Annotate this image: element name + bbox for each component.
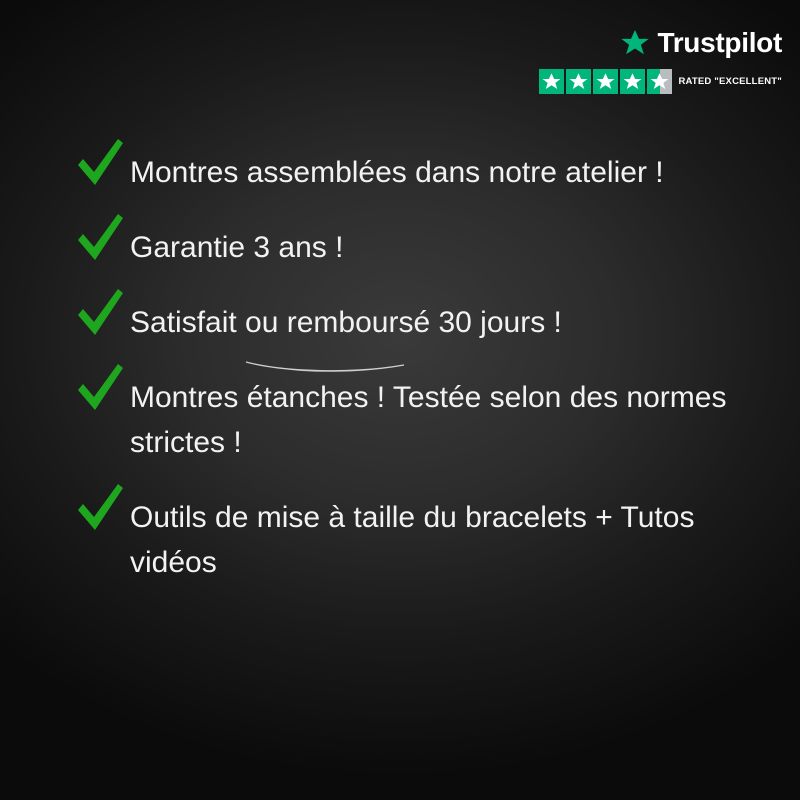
check-icon (74, 286, 126, 340)
feature-text: Montres assemblées dans notre atelier ! (130, 156, 664, 189)
trustpilot-star-rating (539, 69, 672, 94)
feature-text: Satisfait ou remboursé 30 jours ! (130, 306, 562, 339)
star-filled-1-icon (539, 69, 564, 94)
trustpilot-badge (562, 26, 782, 94)
check-icon (74, 481, 126, 535)
list-item (74, 493, 754, 585)
feature-text: Garantie 3 ans ! (130, 231, 344, 264)
star-half-5-icon (647, 69, 672, 94)
check-icon (74, 211, 126, 265)
list-item (74, 373, 754, 465)
star-filled-2-icon (566, 69, 591, 94)
check-icon (74, 136, 126, 190)
trustpilot-wordmark: Trustpilot (657, 27, 782, 58)
list-item (74, 298, 754, 345)
list-item (74, 148, 754, 195)
star-filled-3-icon (593, 69, 618, 94)
feature-list (74, 148, 754, 613)
list-item (74, 223, 754, 270)
feature-text: Montres étanches ! Testée selon des normes strictes ! (130, 381, 727, 459)
trustpilot-rated-label: RATED "EXCELLENT" (678, 76, 782, 87)
star-filled-4-icon (620, 69, 645, 94)
trustpilot-logo (562, 26, 782, 60)
trustpilot-star-icon (620, 28, 650, 58)
trustpilot-rating (562, 69, 782, 94)
feature-text: Outils de mise à taille du bracelets + Tutos vidéos (130, 501, 695, 579)
check-icon (74, 361, 126, 415)
